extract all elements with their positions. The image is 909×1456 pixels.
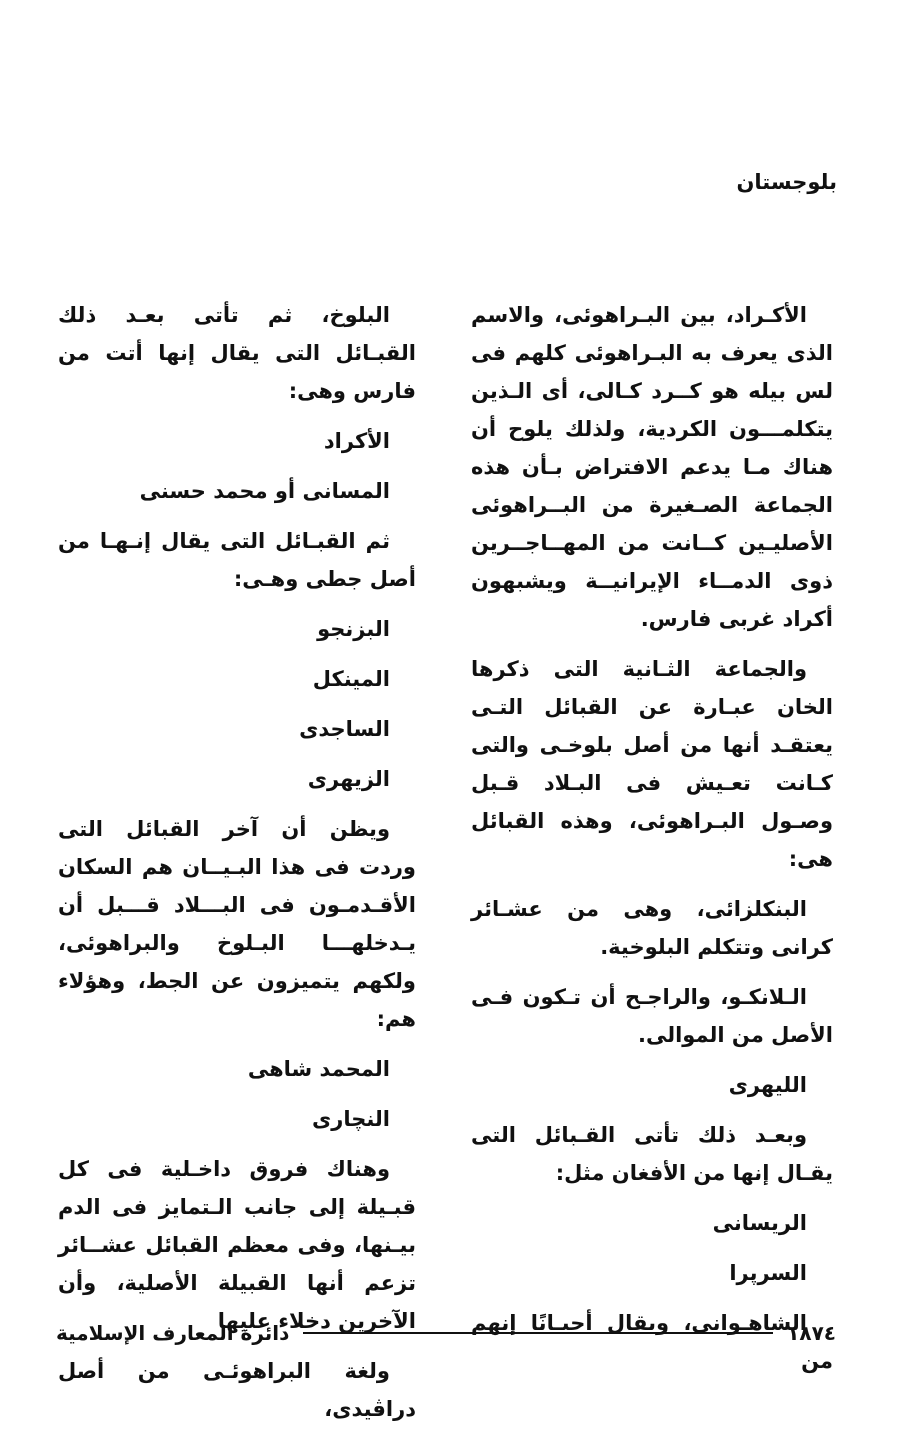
paragraph: البنكلزائى، وهى من عشـائر كرانى وتتكلم البلوخية. <box>471 897 833 959</box>
paragraph: الأكـراد، بين البـراهوئى، والاسم الذى يعرف به البـراهوئى كلهم فى لس بيله هو كــرد كـالى، أى الـذين يتكلمـــون الكردية، ولذلك يلوح أن هناك مـا يدعم الافتراض بـأن هذه الجماعة الصـغيرة من البــراهوئى الأصليـين كــانت من المهــاجــرين ذوى الدمــاء الإيرانيــة ويشبهون أكراد غربى فارس. <box>471 303 833 631</box>
tribe-list-item: السرپرا <box>729 1261 807 1285</box>
tribe-list-item: المينكل <box>312 667 390 691</box>
tribe-list-item: الأكراد <box>323 429 390 453</box>
tribe-list-item: الريسانى <box>712 1211 807 1235</box>
paragraph: ولغة البراهوئـى من أصل دراڤيدى، <box>58 1359 416 1421</box>
publication-title: دائرة المعارف الإسلامية <box>56 1321 290 1345</box>
text-column-right <box>471 296 833 1392</box>
tribe-list-item: الزيهرى <box>307 767 390 791</box>
footer-rule <box>303 1332 773 1334</box>
text-column-left <box>58 296 416 1440</box>
paragraph: البلوخ، ثم تأتى بعـد ذلك القبـائل التى يقال إنها أتت من فارس وهى: <box>58 303 416 403</box>
paragraph: الـلانكـو، والراجـح أن تـكون فـى الأصل من الموالى. <box>471 985 833 1047</box>
paragraph: والجماعة الثـانية التى ذكرها الخان عبـارة عن القبائل التـى يعتقـد أنها من أصل بلوخـى والتى كـانت تعـيش فى البـلاد قـبل وصـول البـراهوئى، وهذه القبائل هى: <box>471 657 833 871</box>
tribe-list-item: المحمد شاهى <box>247 1057 390 1081</box>
page-footer <box>56 1316 836 1350</box>
paragraph: الشاهـوانى، ويقال أحيـانًا إنهم من <box>471 1311 833 1373</box>
paragraph: ويظن أن آخر القبائل التى وردت فى هذا البـيــان هم السكان الأقـدمـون فى البـــلاد قـــبل أن يـدخلهـــا البـلوخ والبراهوئى، ولكهم يتميزون عن الجط، وهؤلاء هم: <box>58 817 416 1031</box>
tribe-list-item: الساجدى <box>299 717 390 741</box>
running-header: بلوجستان <box>736 170 837 194</box>
paragraph: وهناك فروق داخـلية فى كل قبـيلة إلى جانب الـتمايز فى الدم بيـنها، وفى معظم القبائل عشــائر تزعم أنها القبيلة الأصلية، وأن الآخرين دخلاء عليها <box>58 1157 416 1333</box>
tribe-list-item: النچارى <box>311 1107 390 1131</box>
paragraph: وبعـد ذلك تأتى القـبائل التى يقـال إنها من الأفغان مثل: <box>471 1123 833 1185</box>
tribe-list-item: البزنجو <box>317 617 390 641</box>
page-number: ١٨٧٤ <box>787 1321 836 1345</box>
tribe-list-item: الليهرى <box>728 1073 807 1097</box>
paragraph: ثم القبـائل التى يقال إنـهـا من أصل جطى وهـى: <box>58 529 416 591</box>
tribe-list-item: المسانى أو محمد حسنى <box>139 479 390 503</box>
